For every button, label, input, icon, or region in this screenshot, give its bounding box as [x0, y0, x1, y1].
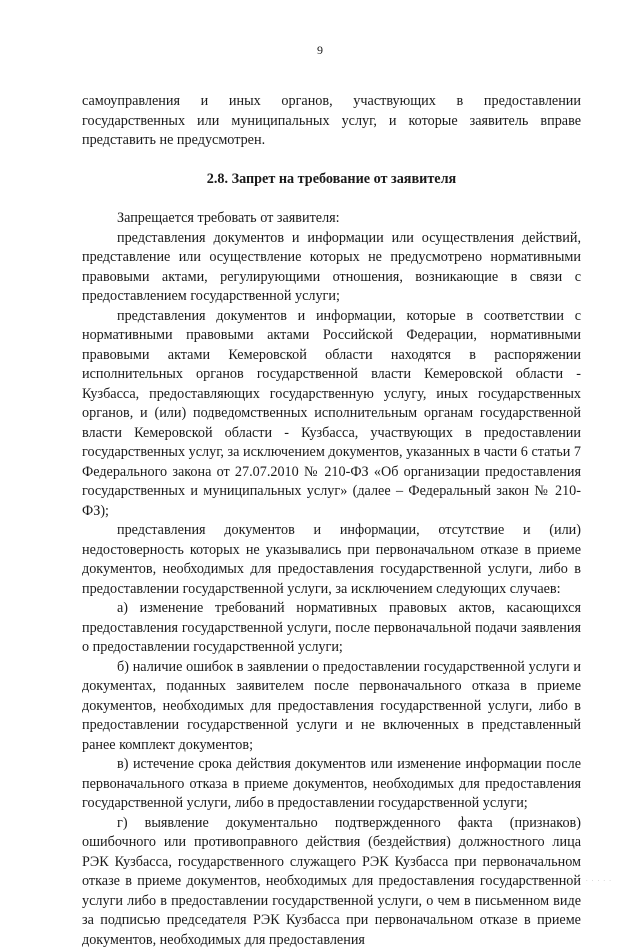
section-title: 2.8. Запрет на требование от заявителя: [82, 170, 581, 190]
page-number: 9: [0, 43, 640, 58]
paragraph-prohibition-1: представления документов и информации или осуществления действий, представление или осуществление которых не предусмотрено нормативными правовыми актами, регулирующими отношения, возникающие в связи с предоставлением государственной услуги;: [82, 229, 581, 307]
paragraph-exception-d: г) выявление документально подтвержденного факта (признаков) ошибочного или противоправного действия (бездействия) должностного лица РЭК Кузбасса, государственного служащего РЭК Кузбасса при первоначальном отказе в приеме документов, необходимых для предоставления государственной услуги либо в предоставлении государственной услуги, о чем в письменном виде за подписью председателя РЭК Кузбасса при первоначальном отказе в приеме документов, необходимых для предоставления: [82, 814, 581, 950]
scan-artifact: . . . . .: [586, 876, 612, 883]
paragraph-exception-c: в) истечение срока действия документов или изменение информации после первоначального отказа в приеме документов, необходимых для предоставления государственной услуги, либо в предоставлении государственной услуги;: [82, 755, 581, 814]
paragraph-intro: Запрещается требовать от заявителя:: [82, 209, 581, 229]
paragraph-exception-b: б) наличие ошибок в заявлении о предоставлении государственной услуги и документах, поданных заявителем после первоначального отказа в приеме документов, необходимых для предоставления государственной услуги, либо в предоставлении государственной услуги и не включенных в представленный ранее комплект документов;: [82, 658, 581, 756]
paragraph-exception-a: а) изменение требований нормативных правовых актов, касающихся предоставления государственной услуги, после первоначальной подачи заявления о предоставлении государственной услуги;: [82, 599, 581, 658]
paragraph-prohibition-3: представления документов и информации, отсутствие и (или) недостоверность которых не указывались при первоначальном отказе в приеме документов, необходимых для предоставления государственной услуги, либо в предоставлении государственной услуги, за исключением следующих случаев:: [82, 521, 581, 599]
document-body: [82, 92, 581, 950]
continuation-paragraph: самоуправления и иных органов, участвующих в предоставлении государственных или муниципальных услуг, и которые заявитель вправе представить не предусмотрен.: [82, 92, 581, 151]
paragraph-prohibition-2: представления документов и информации, которые в соответствии с нормативными правовыми актами Российской Федерации, нормативными правовыми актами Кемеровской области находятся в распоряжении исполнительных органов государственной власти Кемеровской области - Кузбасса, предоставляющих государственную услугу, иных государственных органов, и (или) подведомственных исполнительным органам государственной власти Кемеровской области - Кузбасса, участвующих в предоставлении государственных услуг, за исключением документов, указанных в части 6 статьи 7 Федерального закона от 27.07.2010 № 210-ФЗ «Об организации предоставления государственных и муниципальных услуг» (далее – Федеральный закон № 210-ФЗ);: [82, 307, 581, 522]
